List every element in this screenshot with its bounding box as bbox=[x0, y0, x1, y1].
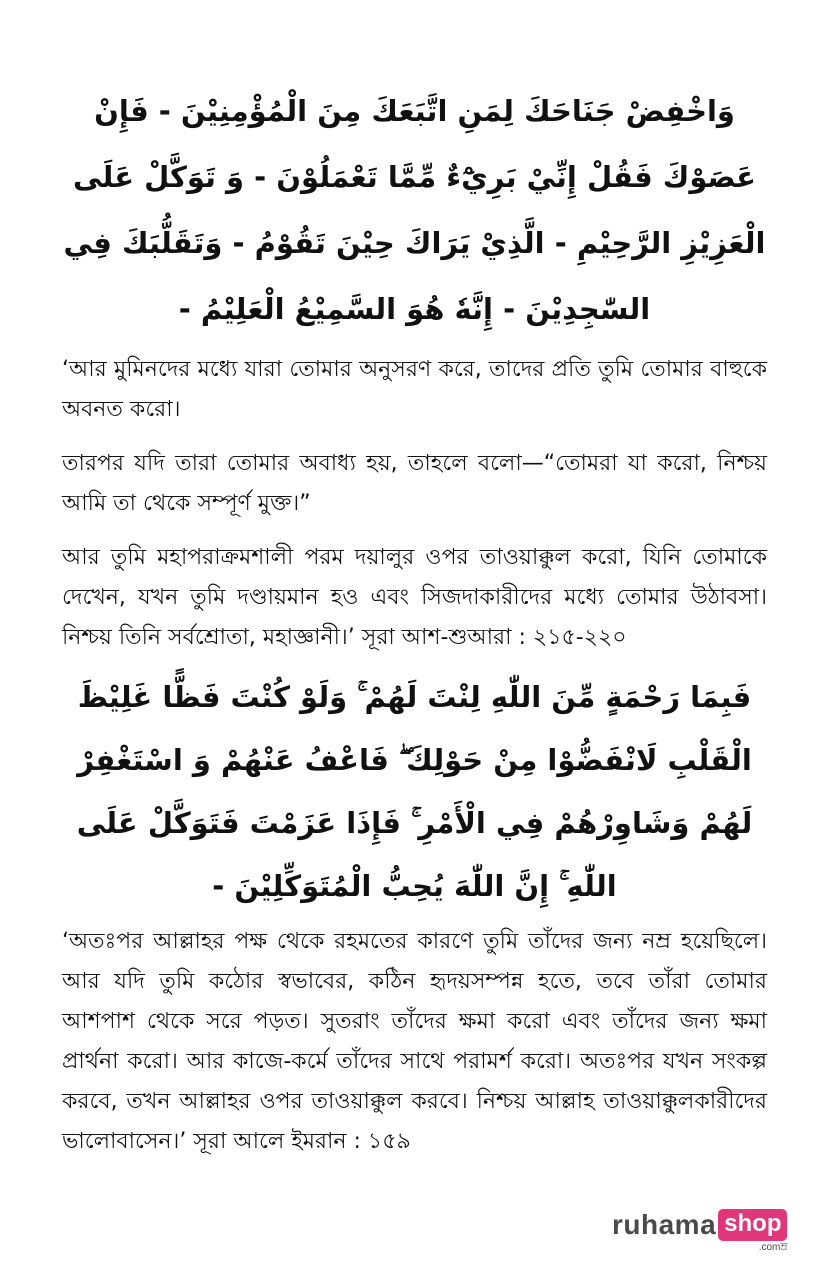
logo-domain: .comম্র bbox=[758, 1242, 788, 1253]
translation-paragraph-1: ‘আর মুমিনদের মধ্যে যারা তোমার অনুসরণ করে, তাদের প্রতি তুমি তোমার বাহুকে অবনত করো। bbox=[62, 357, 767, 422]
translation-paragraph-2: তারপর যদি তারা তোমার অবাধ্য হয়, তাহলে বলো—“তোমরা যা করো, নিশ্চয় আমি তা থেকে সম্পূর্ণ মুক্ত।” bbox=[62, 451, 767, 516]
translation-paragraph-4: ‘অতঃপর আল্লাহর পক্ষ থেকে রহমতের কারণে তুমি তাঁদের জন্য নম্র হয়েছিলে। আর যদি তুমি কঠোর স্বভাবের, কঠিন হৃদয়সম্পন্ন হতে, তবে তাঁরা তোমার আশপাশ থেকে সরে পড়ত। সুতরাং তাঁদের ক্ষমা করো এবং তাঁদের জন্য ক্ষমা প্রার্থনা করো। আর কাজে-কর্মে তাঁদের সাথে পরামর্শ করো। অতঃপর যখন সংকল্প করবে, তখন আল্লাহর ওপর তাওয়াক্কুল করবে। নিশ্চয় আল্লাহ তাওয়াক্কুলকারীদের ভালোবাসেন।’ সূরা আলে ইমরান : ১৫৯ bbox=[62, 929, 767, 1154]
logo-badge: shop bbox=[718, 1209, 787, 1241]
translation-paragraph-3: আর তুমি মহাপরাক্রমশালী পরম দয়ালুর ওপর তাওয়াক্কুল করো, যিনি তোমাকে দেখেন, যখন তুমি দণ্ডায়মান হও এবং সিজদাকারীদের মধ্যে তোমার উঠাবসা। নিশ্চয় তিনি সর্বশ্রোতা, মহাজ্ঞানী।’ সূরা আশ-শুআরা : ২১৫-২২০ bbox=[62, 545, 767, 650]
logo-text: ruhama bbox=[612, 1209, 717, 1240]
arabic-verse-al-imran: فَبِمَا رَحْمَةٍ مِّنَ اللّٰهِ لِنْتَ لَهُمْ ۚ وَلَوْ كُنْتَ فَظًّا غَلِيْظَ الْقَلْبِ لَانْفَضُّوْا مِنْ حَوْلِكَ ۖ فَاعْفُ عَنْهُمْ وَ اسْتَغْفِرْ لَهُمْ وَشَاوِرْهُمْ فِي الْأَمْرِ ۚ فَإِذَا عَزَمْتَ فَتَوَكَّلْ عَلَى اللّٰهِ ۚ إِنَّ اللّٰهَ يُحِبُّ الْمُتَوَكِّلِيْنَ - bbox=[76, 680, 753, 903]
ruhamashop-logo bbox=[612, 1209, 787, 1253]
arabic-verse-ash-shuara: وَاخْفِضْ جَنَاحَكَ لِمَنِ اتَّبَعَكَ مِنَ الْمُؤْمِنِيْنَ - فَإِنْ عَصَوْكَ فَقُلْ إِنِّيْ بَرِيْٓءٌ مِّمَّا تَعْمَلُوْنَ - وَ تَوَكَّلْ عَلَى الْعَزِيْزِ الرَّحِيْمِ - الَّذِيْ يَرَاكَ حِيْنَ تَقُوْمُ - وَتَقَلُّبَكَ فِي السّٰجِدِيْنَ - إِنَّهٗ هُوَ السَّمِيْعُ الْعَلِيْمُ - bbox=[63, 94, 766, 326]
logo-badge-box bbox=[718, 1209, 787, 1254]
page-content bbox=[62, 78, 767, 1162]
